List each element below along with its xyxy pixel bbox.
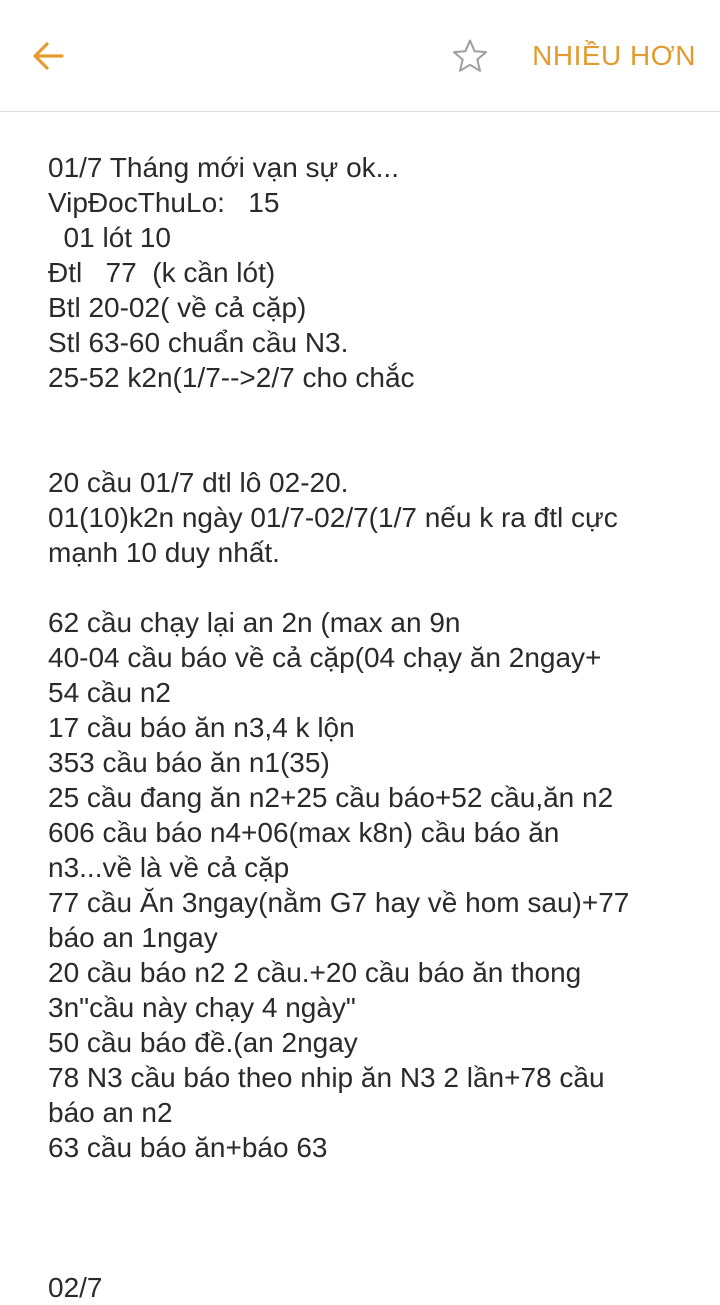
text-line: 20 cầu báo n2 2 cầu.+20 cầu báo ăn thong xyxy=(48,957,582,988)
favorite-button[interactable] xyxy=(440,26,500,86)
text-line: báo an n2 xyxy=(48,1097,173,1128)
text-line xyxy=(48,395,688,430)
text-line: 78 N3 cầu báo theo nhip ăn N3 2 lần+78 cầu xyxy=(48,1062,605,1093)
text-line: 353 cầu báo ăn n1(35) xyxy=(48,747,330,778)
text-line xyxy=(48,1235,688,1270)
arrow-left-icon xyxy=(28,36,68,76)
text-line: 20 cầu 01/7 dtl lô 02-20. xyxy=(48,467,349,498)
post-body xyxy=(48,150,688,1305)
text-line xyxy=(48,430,688,465)
text-line: 40-04 cầu báo về cả cặp(04 chạy ăn 2ngay+ xyxy=(48,642,602,673)
text-line: 62 cầu chạy lại an 2n (max an 9n xyxy=(48,607,461,638)
text-line: n3...về là về cả cặp xyxy=(48,852,290,883)
text-line: Stl 63-60 chuẩn cầu N3. xyxy=(48,327,349,358)
text-line xyxy=(48,1200,688,1235)
text-line xyxy=(48,1165,688,1200)
text-line: 54 cầu n2 xyxy=(48,677,171,708)
text-line xyxy=(48,570,688,605)
text-line: báo an 1ngay xyxy=(48,922,218,953)
text-line: 01/7 Tháng mới vạn sự ok... xyxy=(48,152,399,183)
text-line: mạnh 10 duy nhất. xyxy=(48,537,280,568)
text-line: 02/7 xyxy=(48,1272,103,1303)
text-line: 25 cầu đang ăn n2+25 cầu báo+52 cầu,ăn n2 xyxy=(48,782,614,813)
top-toolbar xyxy=(0,0,720,112)
text-line: 17 cầu báo ăn n3,4 k lộn xyxy=(48,712,355,743)
more-button[interactable]: NHIỀU HƠN xyxy=(532,40,696,71)
text-line: Btl 20-02( về cả cặp) xyxy=(48,292,307,323)
text-line: 63 cầu báo ăn+báo 63 xyxy=(48,1132,328,1163)
text-line: VipĐocThuLo: 15 xyxy=(48,187,280,218)
text-line: 50 cầu báo đề.(an 2ngay xyxy=(48,1027,358,1058)
text-line: 3n"cầu này chạy 4 ngày" xyxy=(48,992,356,1023)
text-line: 606 cầu báo n4+06(max k8n) cầu báo ăn xyxy=(48,817,560,848)
text-line: 77 cầu Ăn 3ngay(nằm G7 hay về hom sau)+77 xyxy=(48,887,630,918)
text-line: Đtl 77 (k cần lót) xyxy=(48,257,276,288)
text-line: 25-52 k2n(1/7-->2/7 cho chắc xyxy=(48,362,415,393)
text-line: 01(10)k2n ngày 01/7-02/7(1/7 nếu k ra đtl cực xyxy=(48,502,618,533)
star-outline-icon xyxy=(451,37,489,75)
back-button[interactable] xyxy=(18,26,78,86)
text-line: 01 lót 10 xyxy=(48,222,171,253)
